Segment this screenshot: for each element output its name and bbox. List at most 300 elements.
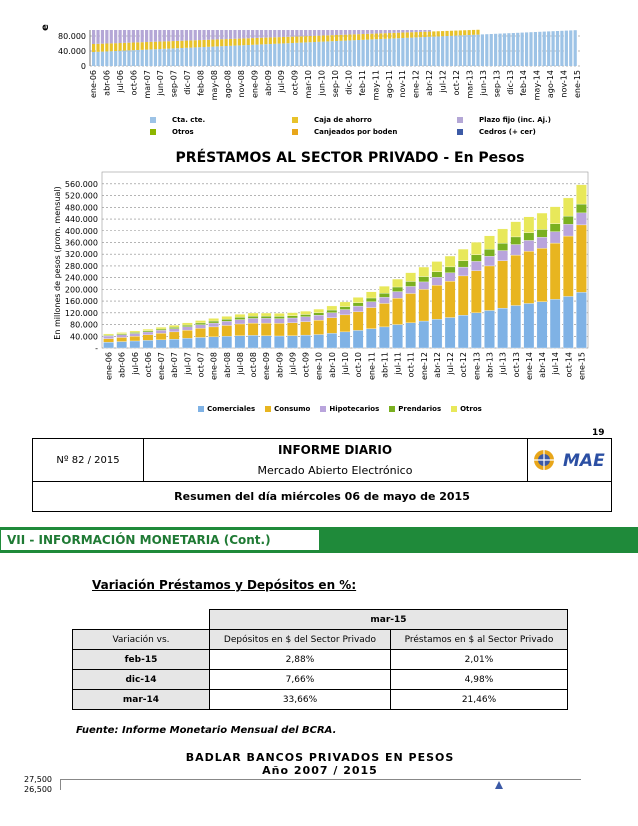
- deposits-bar-segment: [194, 40, 197, 47]
- table-header-row: [73, 630, 568, 650]
- legend-swatch: [389, 406, 395, 412]
- deposits-bar-segment: [366, 40, 369, 66]
- loans-bar-consumo: [274, 323, 284, 336]
- loans-bar-prendarios: [156, 329, 166, 330]
- loans-bar-hipotecarios: [314, 315, 324, 320]
- loans-bar-prendarios: [130, 332, 140, 333]
- deposits-bar-segment: [468, 35, 471, 66]
- legend-label: Otros: [172, 128, 194, 136]
- loans-bar-prendarios: [143, 331, 153, 332]
- loans-bar-comerciales: [287, 336, 297, 348]
- deposits-bar-segment: [419, 37, 422, 66]
- loans-bar-prendarios: [563, 216, 573, 224]
- loans-ytick-label: 120.000: [64, 308, 98, 318]
- column-header: Préstamos en $ al Sector Privado: [390, 630, 567, 650]
- deposits-bar-segment: [136, 30, 139, 42]
- deposits-bar-segment: [543, 32, 546, 66]
- loans-bar-consumo: [103, 339, 113, 343]
- deposits-bar-segment: [110, 43, 113, 51]
- deposits-bar-segment: [415, 32, 418, 37]
- deposits-bar-segment: [335, 41, 338, 66]
- loans-bar-otros: [169, 325, 179, 327]
- legend-swatch: [292, 129, 298, 135]
- row-label: mar-14: [73, 690, 210, 710]
- deposits-bar-segment: [357, 40, 360, 66]
- deposits-bar-segment: [269, 44, 272, 66]
- loans-bar-consumo: [156, 333, 166, 339]
- loans-bar-otros: [235, 314, 245, 317]
- deposits-bar-segment: [220, 39, 223, 46]
- loans-bar-comerciales: [445, 318, 455, 348]
- loans-bar-consumo: [366, 308, 376, 329]
- loans-bar-comerciales: [235, 336, 245, 348]
- loans-xtick-label: oct-11: [406, 352, 416, 378]
- loans-chart-legend: [150, 404, 530, 414]
- loans-bar-otros: [497, 229, 507, 243]
- deposits-bar-segment: [317, 30, 320, 36]
- loans-xtick-label: jul-10: [341, 352, 350, 375]
- deposits-bar-segment: [172, 48, 175, 66]
- legend-swatch: [150, 129, 156, 135]
- mae-logo: [527, 439, 611, 482]
- deposits-bar-segment: [379, 33, 382, 39]
- deposits-bar-segment: [437, 31, 440, 36]
- loans-xtick-label: jul-11: [393, 352, 403, 375]
- deposits-xtick-label: nov-08: [236, 70, 246, 98]
- deposits-bar-segment: [494, 34, 497, 66]
- deposits-bar-segment: [538, 32, 541, 66]
- deposits-bar-segment: [445, 31, 448, 36]
- deposits-bar-segment: [348, 30, 351, 35]
- loans-xtick-label: oct-13: [511, 352, 521, 378]
- loans-xtick-label: oct-14: [564, 352, 574, 378]
- loans-bar-consumo: [471, 271, 481, 313]
- deposits-bar-segment: [123, 30, 126, 43]
- deposits-bar-segment: [194, 30, 197, 40]
- deposits-bar-segment: [286, 37, 289, 43]
- deposits-xtick-label: feb-14: [519, 70, 529, 96]
- deposits-bar-segment: [384, 30, 387, 33]
- loans-bar-consumo: [261, 323, 271, 336]
- loans-bar-hipotecarios: [497, 251, 507, 261]
- loans-ytick-label: 440.000: [64, 215, 98, 225]
- deposits-bar-segment: [167, 41, 170, 48]
- deposits-legend-item: [457, 128, 536, 136]
- deposits-xtick-label: oct-09: [290, 70, 300, 96]
- deposits-bar-segment: [362, 40, 365, 66]
- deposits-bar-segment: [145, 30, 148, 42]
- deposits-xtick-label: sep-13: [492, 70, 502, 98]
- deposits-bar-segment: [149, 30, 152, 42]
- deposits-bar-segment: [127, 43, 130, 51]
- deposits-xtick-label: nov-11: [398, 70, 408, 98]
- loans-bar-consumo: [511, 255, 521, 305]
- deposits-bar-segment: [379, 30, 382, 33]
- deposits-bar-segment: [459, 30, 462, 35]
- deposits-bar-segment: [503, 33, 506, 66]
- column-header: Variación vs.: [73, 630, 210, 650]
- loans-bar-prendarios: [195, 323, 205, 325]
- deposits-bar-segment: [278, 44, 281, 66]
- deposits-bar-segment: [432, 31, 435, 36]
- page-number: 19: [592, 428, 605, 438]
- loans-bar-hipotecarios: [327, 313, 337, 318]
- loans-ytick-label: -: [95, 344, 98, 353]
- loans-bar-consumo: [143, 335, 153, 341]
- section-title: VII - INFORMACIÓN MONETARIA (Cont.): [0, 529, 320, 551]
- deposits-bar-segment: [220, 30, 223, 39]
- deposits-chart-plot: [0, 0, 638, 112]
- deposits-bar-segment: [229, 30, 232, 39]
- deposits-bar-segment: [476, 35, 479, 66]
- loans-bar-prendarios: [392, 287, 402, 292]
- loans-bar-hipotecarios: [209, 323, 219, 327]
- loans-xtick-label: abr-10: [327, 352, 337, 378]
- source-note: Fuente: Informe Monetario Mensual del BCRA.: [76, 725, 337, 736]
- deposits-bar-segment: [366, 34, 369, 40]
- deposits-bar-segment: [194, 47, 197, 66]
- loans-bar-comerciales: [432, 319, 442, 348]
- loans-bar-prendarios: [379, 293, 389, 297]
- loans-bar-otros: [274, 313, 284, 316]
- loans-xtick-label: abr-13: [485, 351, 495, 378]
- deposits-bar-segment: [370, 30, 373, 34]
- deposits-bar-segment: [498, 34, 501, 66]
- deposits-bar-segment: [260, 38, 263, 45]
- deposits-bar-segment: [326, 41, 329, 66]
- loans-bar-comerciales: [379, 327, 389, 348]
- loans-bar-hipotecarios: [117, 335, 127, 338]
- deposits-xtick-label: feb-11: [357, 70, 367, 96]
- loans-bar-consumo: [248, 323, 258, 335]
- deposits-bar-segment: [207, 30, 210, 40]
- deposits-xtick-label: dic-13: [505, 70, 515, 95]
- deposits-xtick-label: may-11: [371, 70, 381, 101]
- deposits-bar-segment: [295, 30, 298, 36]
- deposits-bar-segment: [92, 44, 95, 52]
- loans-bar-hipotecarios: [287, 318, 297, 323]
- deposits-bar-segment: [331, 35, 334, 41]
- deposits-bar-segment: [216, 30, 219, 39]
- deposits-bar-segment: [459, 35, 462, 66]
- loans-bar-prendarios: [327, 310, 337, 313]
- mae-logo-text: MAE: [563, 451, 605, 471]
- deposits-bar-segment: [445, 36, 448, 66]
- loans-bar-comerciales: [156, 340, 166, 348]
- badlar-ytick: 26,500: [24, 785, 52, 794]
- deposits-xtick-label: jun-13: [478, 70, 488, 96]
- loans-bar-comerciales: [366, 329, 376, 348]
- deposits-bar-segment: [286, 43, 289, 66]
- loans-chart: [0, 168, 638, 426]
- loans-bar-consumo: [537, 248, 547, 301]
- deposits-bar-segment: [384, 39, 387, 66]
- deposits-bar-segment: [278, 30, 281, 37]
- deposits-bar-segment: [101, 44, 104, 52]
- deposits-bar-segment: [300, 30, 303, 36]
- deposits-bar-segment: [556, 31, 559, 66]
- deposits-bar-segment: [282, 30, 285, 37]
- deposits-bar-segment: [110, 51, 113, 66]
- deposits-bar-segment: [401, 30, 404, 33]
- deposits-bar-segment: [397, 38, 400, 66]
- loans-xtick-label: abr-14: [538, 352, 548, 378]
- deposits-xtick-label: jul-09: [277, 70, 287, 93]
- loans-bar-prendarios: [550, 224, 560, 232]
- deposits-bar-segment: [291, 43, 294, 66]
- table-row: [73, 690, 568, 710]
- deposits-bar-segment: [388, 33, 391, 39]
- deposits-xtick-label: ene-12: [411, 70, 421, 98]
- loans-ytick-label: 560.000: [64, 179, 98, 189]
- deposits-xtick-label: mar-07: [142, 70, 152, 99]
- deposits-bar-segment: [463, 35, 466, 66]
- deposits-xtick-label: oct-06: [129, 70, 139, 96]
- deposits-bar-segment: [375, 39, 378, 66]
- report-subtitle: Mercado Abierto Electrónico: [257, 464, 413, 477]
- deposits-bar-segment: [322, 35, 325, 41]
- loans-bar-comerciales: [419, 321, 429, 348]
- loans-bar-consumo: [130, 336, 140, 341]
- deposits-bar-segment: [216, 39, 219, 46]
- deposits-bar-segment: [304, 42, 307, 66]
- loans-bar-consumo: [314, 320, 324, 334]
- deposits-bar-segment: [388, 39, 391, 66]
- deposits-bar-segment: [141, 42, 144, 50]
- deposits-xtick-label: feb-08: [196, 70, 206, 96]
- deposits-value: 2,88%: [210, 650, 391, 670]
- loans-bar-consumo: [563, 236, 573, 296]
- report-summary: Resumen del día miércoles 06 de mayo de 2015: [174, 490, 470, 503]
- loans-bar-otros: [419, 267, 429, 277]
- deposits-bar-segment: [534, 32, 537, 66]
- deposits-bar-segment: [269, 37, 272, 44]
- deposits-ytick-label: 40.000: [58, 47, 86, 56]
- deposits-bar-segment: [247, 30, 250, 38]
- loans-bar-otros: [209, 318, 219, 321]
- deposits-bar-segment: [149, 49, 152, 66]
- deposits-legend-item: [150, 116, 205, 124]
- deposits-bar-segment: [379, 39, 382, 66]
- loans-xtick-label: ene-09: [262, 352, 272, 380]
- deposits-bar-segment: [211, 30, 214, 40]
- deposits-bar-segment: [322, 42, 325, 66]
- loans-bar-comerciales: [484, 310, 494, 348]
- loans-bar-otros: [300, 311, 310, 314]
- loans-bar-hipotecarios: [274, 319, 284, 324]
- deposits-bar-segment: [110, 30, 113, 43]
- deposits-bar-segment: [331, 30, 334, 35]
- deposits-bar-segment: [242, 38, 245, 45]
- loans-bar-otros: [392, 279, 402, 287]
- loans-bar-otros: [432, 261, 442, 271]
- loans-bar-comerciales: [511, 306, 521, 349]
- legend-swatch: [457, 129, 463, 135]
- deposits-bar-segment: [423, 30, 426, 32]
- loans-ytick-label: 480.000: [64, 203, 98, 213]
- loans-bar-hipotecarios: [235, 320, 245, 324]
- deposits-bar-segment: [247, 45, 250, 66]
- loans-bar-hipotecarios: [458, 267, 468, 276]
- deposits-bar-segment: [163, 30, 166, 41]
- deposits-bar-segment: [468, 30, 471, 35]
- deposits-bar-segment: [428, 37, 431, 66]
- loans-ytick-label: 160.000: [64, 297, 98, 307]
- loans-bar-consumo: [287, 323, 297, 336]
- loans-bar-consumo: [432, 285, 442, 319]
- loans-bar-prendarios: [209, 321, 219, 323]
- row-label: feb-15: [73, 650, 210, 670]
- loans-ytick-label: 200.000: [64, 285, 98, 295]
- loans-bar-hipotecarios: [366, 302, 376, 308]
- deposits-bar-segment: [251, 38, 254, 45]
- loans-bar-prendarios: [537, 229, 547, 237]
- deposits-bar-segment: [176, 41, 179, 48]
- deposits-bar-segment: [180, 30, 183, 41]
- deposits-bar-segment: [119, 30, 122, 43]
- table-header-period: [73, 610, 568, 630]
- deposits-bar-segment: [145, 42, 148, 50]
- loans-bar-comerciales: [563, 296, 573, 348]
- deposits-bar-segment: [247, 38, 250, 45]
- loans-bar-otros: [471, 242, 481, 255]
- deposits-bar-segment: [560, 31, 563, 66]
- loans-xtick-label: ene-07: [157, 352, 167, 380]
- loans-ytick-label: 280.000: [64, 261, 98, 271]
- legend-label: Plazo fijo (inc. Aj.): [479, 116, 551, 124]
- loans-bar-comerciales: [458, 315, 468, 348]
- deposits-bar-segment: [353, 40, 356, 66]
- deposits-bar-segment: [255, 38, 258, 45]
- legend-label: Comerciales: [207, 405, 256, 413]
- deposits-bar-segment: [216, 46, 219, 66]
- deposits-bar-segment: [149, 42, 152, 50]
- deposits-xtick-label: nov-14: [559, 70, 569, 98]
- deposits-bar-segment: [251, 45, 254, 66]
- loans-bar-hipotecarios: [563, 224, 573, 236]
- deposits-bar-segment: [291, 37, 294, 43]
- deposits-bar-segment: [260, 44, 263, 66]
- deposits-bar-segment: [335, 30, 338, 35]
- deposits-bar-segment: [202, 40, 205, 47]
- loans-xtick-label: oct-09: [301, 352, 311, 378]
- loans-bar-hipotecarios: [103, 336, 113, 339]
- loans-bar-otros: [314, 309, 324, 313]
- deposits-bar-segment: [388, 30, 391, 33]
- loans-bar-comerciales: [261, 336, 271, 348]
- loans-legend-item: [389, 404, 441, 414]
- loans-bar-hipotecarios: [511, 245, 521, 256]
- deposits-bar-segment: [300, 43, 303, 66]
- deposits-bar-segment: [295, 36, 298, 42]
- loans-ytick-label: 320.000: [64, 250, 98, 260]
- loans-bar-otros: [130, 331, 140, 332]
- badlar-ytick: 27,500: [24, 775, 52, 784]
- deposits-bar-segment: [326, 35, 329, 41]
- deposits-bar-segment: [574, 30, 577, 66]
- deposits-legend-item: [150, 128, 194, 136]
- legend-label: Cta. cte.: [172, 116, 206, 124]
- deposits-bar-segment: [264, 30, 267, 38]
- loans-bar-comerciales: [195, 337, 205, 348]
- deposits-bar-segment: [167, 49, 170, 66]
- loans-ytick-label: 80.000: [70, 320, 98, 330]
- loans-bar-hipotecarios: [182, 327, 192, 330]
- deposits-bar-segment: [163, 49, 166, 66]
- loans-bar-otros: [117, 332, 127, 333]
- loans-bar-comerciales: [340, 332, 350, 348]
- deposits-bar-segment: [114, 51, 117, 66]
- loans-xtick-label: ene-06: [104, 352, 114, 380]
- deposits-bar-segment: [392, 30, 395, 33]
- deposits-bar-segment: [286, 30, 289, 37]
- loans-bar-comerciales: [274, 336, 284, 348]
- deposits-bar-segment: [198, 30, 201, 40]
- loans-bar-otros: [248, 313, 258, 316]
- loans-bar-consumo: [379, 303, 389, 326]
- loans-bar-hipotecarios: [406, 286, 416, 293]
- deposits-bar-segment: [176, 48, 179, 66]
- badlar-subtitle: Año 2007 / 2015: [262, 764, 378, 777]
- deposits-bar-segment: [375, 34, 378, 40]
- deposits-bar-segment: [158, 49, 161, 66]
- loans-bar-prendarios: [248, 316, 258, 318]
- deposits-ytick-label: 80.000: [58, 32, 86, 41]
- loans-bar-consumo: [497, 261, 507, 308]
- deposits-bar-segment: [172, 41, 175, 48]
- loans-xtick-label: oct-07: [196, 352, 206, 378]
- loans-bar-comerciales: [143, 340, 153, 348]
- report-header: [32, 438, 612, 512]
- deposits-bar-segment: [366, 30, 369, 34]
- loans-legend-item: [198, 404, 255, 414]
- deposits-bar-segment: [472, 30, 475, 35]
- deposits-bar-segment: [331, 41, 334, 66]
- deposits-bar-segment: [419, 30, 422, 32]
- loans-xtick-label: abr-08: [222, 352, 232, 378]
- loans-bar-otros: [445, 256, 455, 267]
- loans-value: 2,01%: [390, 650, 567, 670]
- deposits-bar-segment: [304, 30, 307, 36]
- deposits-bar-segment: [569, 30, 572, 66]
- deposits-bar-segment: [132, 30, 135, 43]
- deposits-xtick-label: jul-06: [115, 70, 125, 93]
- deposits-bar-segment: [229, 39, 232, 46]
- legend-swatch: [198, 406, 204, 412]
- loans-bar-comerciales: [103, 342, 113, 348]
- deposits-bar-segment: [238, 39, 241, 46]
- deposits-bar-segment: [202, 47, 205, 66]
- deposits-bar-segment: [375, 30, 378, 34]
- deposits-bar-segment: [282, 37, 285, 43]
- loans-bar-hipotecarios: [143, 332, 153, 335]
- loans-bar-hipotecarios: [195, 325, 205, 329]
- deposits-bar-segment: [189, 30, 192, 40]
- loans-legend-item: [265, 404, 310, 414]
- loans-bar-otros: [550, 207, 560, 224]
- legend-label: Prendarios: [398, 405, 442, 413]
- loans-legend-item: [451, 404, 482, 414]
- deposits-xtick-label: mar-13: [465, 70, 475, 99]
- deposits-xtick-label: abr-06: [102, 70, 112, 96]
- deposits-bar-segment: [401, 38, 404, 66]
- loans-value: 4,98%: [390, 670, 567, 690]
- loans-bar-prendarios: [169, 327, 179, 328]
- deposits-bar-segment: [154, 30, 157, 42]
- legend-label: Otros: [460, 405, 482, 413]
- deposits-bar-segment: [96, 52, 99, 66]
- loans-bar-otros: [524, 217, 534, 233]
